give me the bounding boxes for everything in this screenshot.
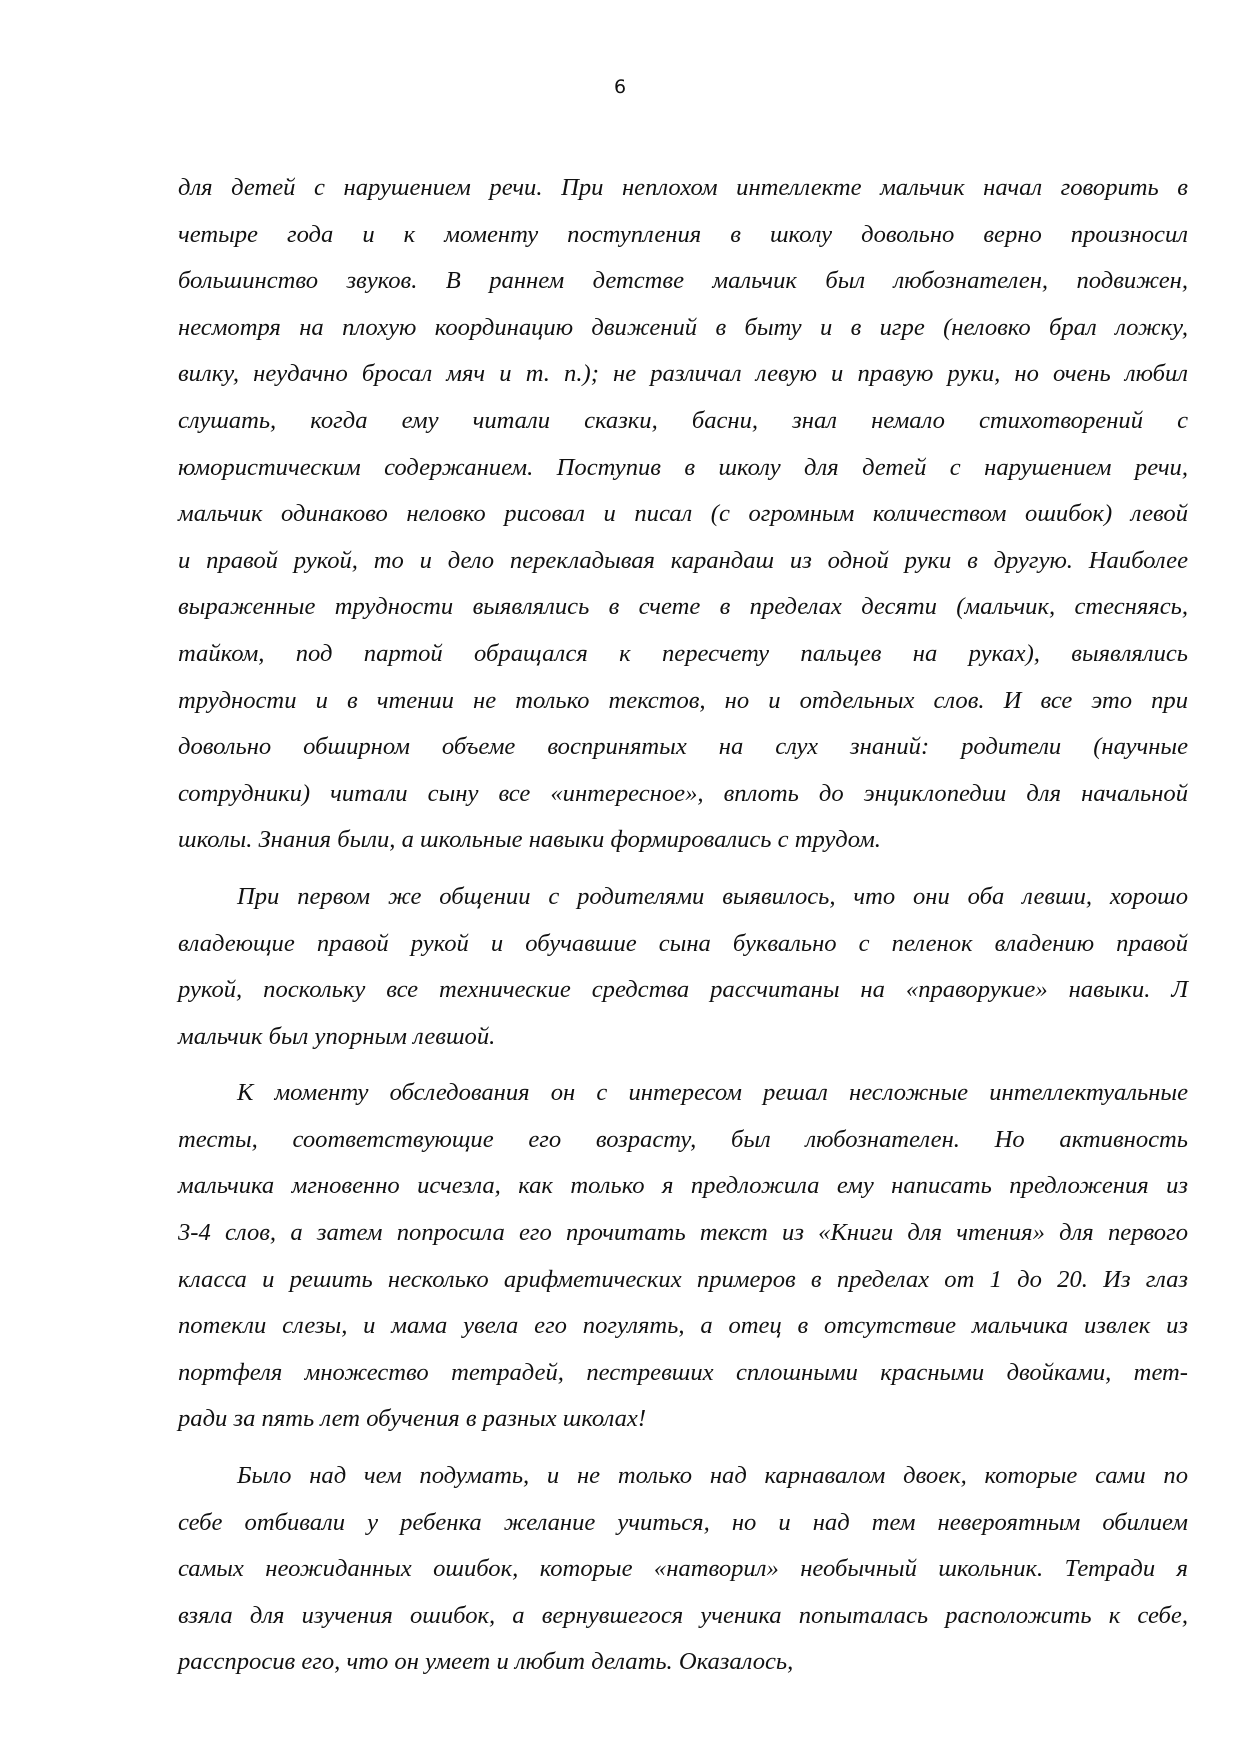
page-number: 6 xyxy=(613,76,627,98)
text-line: школы. Знания были, а школьные навыки формировались с трудом. xyxy=(178,826,881,854)
text-line: и правой рукой, то и дело перекладывая карандаш из одной руки в другую. Наиболее xyxy=(178,546,1188,574)
text-line: самых неожиданных ошибок, которые «натворил» необычный школьник. Тетради я xyxy=(178,1555,1188,1583)
paragraph-gap xyxy=(178,1443,1188,1453)
text-line: класса и решить несколько арифметических примеров в пределах от 1 до 20. Из глаз xyxy=(178,1265,1188,1293)
text-line: тесты, соответствующие его возрасту, был любознателен. Но активность xyxy=(178,1125,1188,1153)
text-line: слушать, когда ему читали сказки, басни, знал немало стихотворений с xyxy=(178,406,1188,434)
text-line: юмористическим содержанием. Поступив в школу для детей с нарушением речи, xyxy=(178,453,1188,481)
text-line: рукой, поскольку все технические средства рассчитаны на «праворукие» навыки. Л xyxy=(178,976,1188,1004)
text-line: вилку, неудачно бросал мяч и т. п.); не различал левую и правую руки, но очень любил xyxy=(178,360,1188,388)
text-line: мальчик одинаково неловко рисовал и писал (с огромным количеством ошибок) левой xyxy=(178,500,1188,528)
text-line: взяла для изучения ошибок, а вернувшегося ученика попыталась расположить к себе, xyxy=(178,1601,1188,1629)
text-line: К моменту обследования он с интересом решал несложные интеллектуальные xyxy=(237,1079,1188,1107)
paragraph xyxy=(178,1070,1188,1443)
text-line: владеющие правой рукой и обучавшие сына буквально с пеленок владению правой xyxy=(178,929,1188,957)
text-line: расспросив его, что он умеет и любит делать. Оказалось, xyxy=(178,1648,794,1676)
text-line: Было над чем подумать, и не только над карнавалом двоек, которые сами по xyxy=(237,1462,1188,1490)
text-line: себе отбивали у ребенка желание учиться, но и над тем невероятным обилием xyxy=(178,1508,1188,1536)
body-text xyxy=(178,165,1188,1686)
paragraph xyxy=(178,1453,1188,1686)
text-line: потекли слезы, и мама увела его погулять, а отец в отсутствие мальчика извлек из xyxy=(178,1312,1188,1340)
text-line: для детей с нарушением речи. При неплохом интеллекте мальчик начал говорить в xyxy=(178,174,1188,201)
text-line: При первом же общении с родителями выявилось, что они оба левши, хорошо xyxy=(237,882,1188,910)
text-line: четыре года и к моменту поступления в школу довольно верно произносил xyxy=(178,220,1188,248)
text-line: несмотря на плохую координацию движений в быту и в игре (неловко брал ложку, xyxy=(178,313,1188,341)
text-line: сотрудники) читали сыну все «интересное», вплоть до энциклопедии для начальной xyxy=(178,779,1188,807)
text-line: тайком, под партой обращался к пересчету пальцев на руках), выявлялись xyxy=(178,639,1188,667)
paragraph xyxy=(178,165,1188,864)
paragraph xyxy=(178,874,1188,1060)
text-line: довольно обширном объеме воспринятых на слух знаний: родители (научные xyxy=(178,733,1188,761)
text-line: ради за пять лет обучения в разных школах! xyxy=(178,1405,647,1433)
text-line: большинство звуков. В раннем детстве мальчик был любознателен, подвижен, xyxy=(178,267,1188,295)
text-line: портфеля множество тетрадей, пестревших сплошными красными двойками, тет- xyxy=(178,1358,1188,1386)
text-line: 3-4 слов, а затем попросила его прочитать текст из «Книги для чтения» для первого xyxy=(178,1219,1188,1247)
paragraph-gap xyxy=(178,1060,1188,1070)
text-line: мальчика мгновенно исчезла, как только я предложила ему написать предложения из xyxy=(178,1172,1188,1200)
text-line: трудности и в чтении не только текстов, но и отдельных слов. И все это при xyxy=(178,686,1188,714)
paragraph-gap xyxy=(178,864,1188,874)
text-line: выраженные трудности выявлялись в счете в пределах десяти (мальчик, стесняясь, xyxy=(178,593,1188,621)
text-line: мальчик был упорным левшой. xyxy=(178,1022,496,1050)
